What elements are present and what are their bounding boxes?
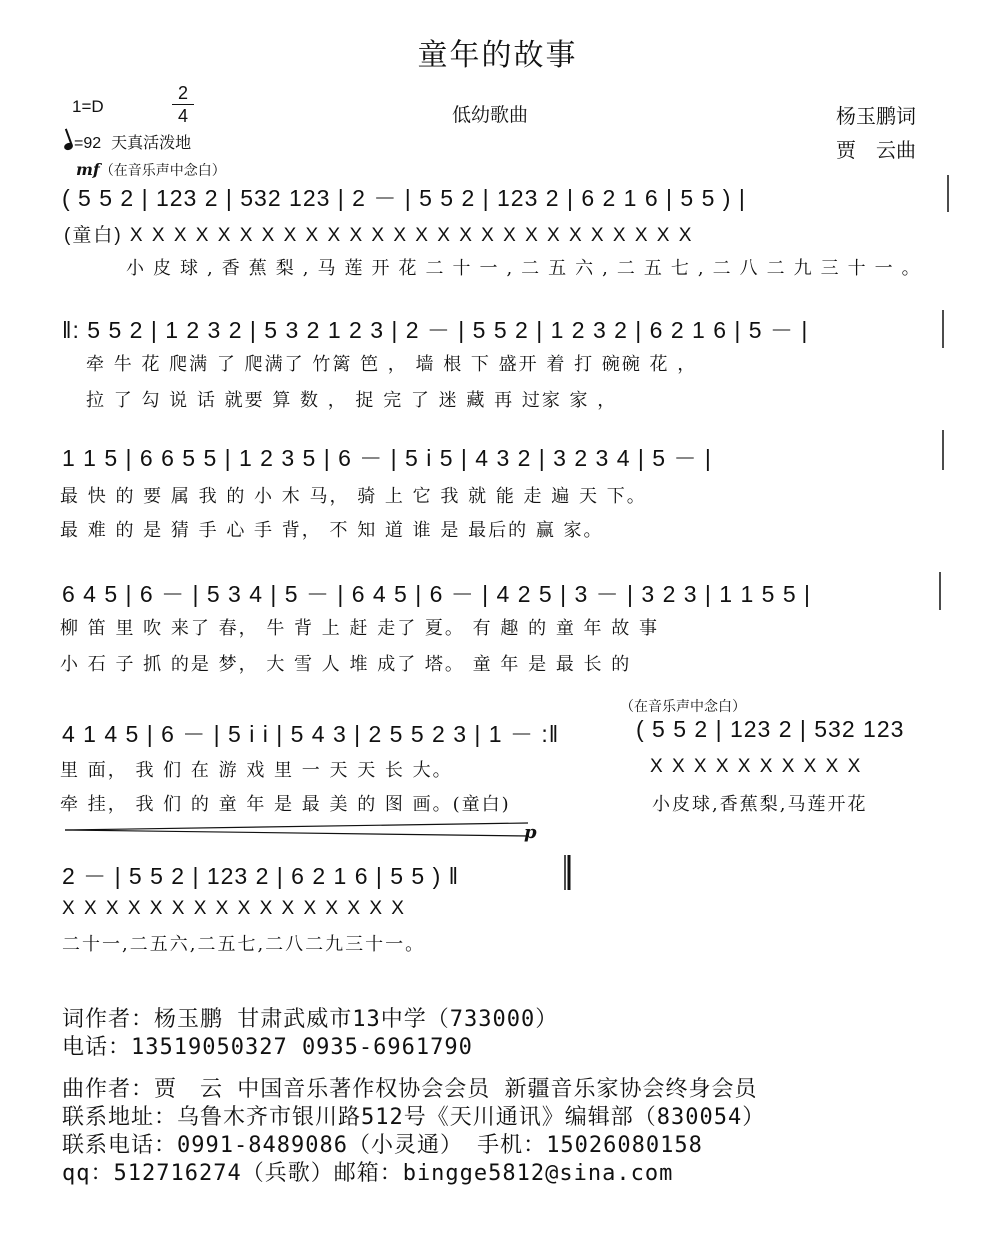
notation-line-1: ( 5 5 2 | 123 2 | 532 123 | 2 － | 5 5 2 | 123 2 | 6 2 1 6 | 5 5 ) | bbox=[62, 185, 746, 211]
lyric-line-3a: 最 快 的 要 属 我 的 小 木 马， 骑 上 它 我 就 能 走 遍 天 下。 bbox=[60, 486, 647, 507]
lyricist-credit: 杨玉鹏词 bbox=[836, 104, 916, 128]
tempo-value: =92 bbox=[74, 135, 102, 152]
coda-note: （在音乐声中念白） bbox=[620, 699, 746, 715]
notation-line-3: 1 1 5 | 6 6 5 5 | 1 2 3 5 | 6 － | 5 i 5 | 4 3 2 | 3 2 3 4 | 5 － | bbox=[62, 445, 712, 471]
expression-text: 天真活泼地 bbox=[111, 135, 192, 152]
notation-line-2: ‖: 5 5 2 | 1 2 3 2 | 5 3 2 1 2 3 | 2 － | 5 5 2 | 1 2 3 2 | 6 2 1 6 | 5 － | bbox=[62, 317, 809, 343]
lyric-line-2b: 拉 了 勾 说 话 就要 算 数 ， 捉 完 了 迷 藏 再 过家 家 ， bbox=[86, 390, 618, 411]
rhythm-line-5-coda: X X X X X X X X X X bbox=[650, 756, 863, 777]
lyric-line-2a: 牵 牛 花 爬满 了 爬满了 竹篱 笆 ， 墙 根 下 盛开 着 打 碗碗 花 ， bbox=[86, 354, 698, 375]
lyric-line-5-coda: 小皮球,香蕉梨,马莲开花 bbox=[652, 794, 868, 815]
dynamic-mark-p: p bbox=[524, 822, 537, 843]
time-signature-top: 2 bbox=[172, 82, 194, 105]
lyric-line-3b: 最 难 的 是 猜 手 心 手 背， 不 知 道 谁 是 最后的 赢 家。 bbox=[60, 520, 604, 541]
lyric-line-6: 二十一,二五六,二五七,二八二九三十一。 bbox=[62, 934, 426, 955]
dynamic-mark: mf bbox=[76, 160, 100, 179]
footer-address: 联系地址：乌鲁木齐市银川路512号《天川通讯》编辑部（830054） bbox=[62, 1105, 766, 1130]
key-signature: 1=D bbox=[72, 97, 104, 116]
footer-phone: 联系电话：0991-8489086（小灵通） 手机：15026080158 bbox=[62, 1133, 703, 1158]
intro-note: （在音乐声中念白） bbox=[99, 163, 226, 179]
decrescendo-hairpin bbox=[65, 830, 528, 836]
lyric-line-4a: 柳 笛 里 吹 来了 春， 牛 背 上 赶 走了 夏。 有 趣 的 童 年 故 事 bbox=[60, 618, 659, 639]
time-signature-bottom: 4 bbox=[177, 106, 188, 126]
song-genre: 低幼歌曲 bbox=[452, 104, 529, 126]
rhythm-line-6: X X X X X X X X X X X X X X X X bbox=[62, 898, 406, 919]
rhythm-line-1: (童白) X X X X X X X X X X X X X X X X X X X X X X X X X X bbox=[64, 225, 694, 246]
notation-line-5-coda: ( 5 5 2 | 123 2 | 532 123 bbox=[636, 716, 905, 742]
lyric-line-1: 小皮球,香蕉梨,马莲开花二十一,二五六,二五七,二八二九三十一。 bbox=[126, 258, 929, 279]
footer-qq-email: qq：512716274（兵歌）邮箱：bingge5812@sina.com bbox=[62, 1161, 674, 1186]
lyric-line-5a: 里 面， 我 们 在 游 戏 里 一 天 天 长 大。 bbox=[60, 760, 453, 781]
lyric-line-4b: 小 石 子 抓 的是 梦， 大 雪 人 堆 成了 塔。 童 年 是 最 长 的 bbox=[60, 654, 632, 675]
footer-lyricist: 词作者：杨玉鹏 甘肃武威市13中学（733000） bbox=[62, 1007, 559, 1032]
footer-composer: 曲作者：贾 云 中国音乐著作权协会会员 新疆音乐家协会终身会员 bbox=[62, 1077, 758, 1102]
notation-line-6: 2 － | 5 5 2 | 123 2 | 6 2 1 6 | 5 5 ) ‖ bbox=[62, 863, 460, 889]
notation-line-5: 4 1 4 5 | 6 － | 5 i i | 5 4 3 | 2 5 5 2 3 | 1 － :‖ bbox=[62, 721, 560, 747]
lyric-line-5b: 牵 挂， 我 们 的 童 年 是 最 美 的 图 画。(童白) bbox=[60, 794, 511, 815]
notation-line-4: 6 4 5 | 6 － | 5 3 4 | 5 － | 6 4 5 | 6 － | 4 2 5 | 3 － | 3 2 3 | 1 1 5 5 | bbox=[62, 581, 811, 607]
composer-credit: 贾 云曲 bbox=[836, 138, 916, 162]
footer-lyricist-phone: 电话：13519050327 0935-6961790 bbox=[62, 1035, 473, 1060]
decrescendo-hairpin bbox=[65, 823, 528, 830]
song-title: 童年的故事 bbox=[417, 38, 578, 73]
